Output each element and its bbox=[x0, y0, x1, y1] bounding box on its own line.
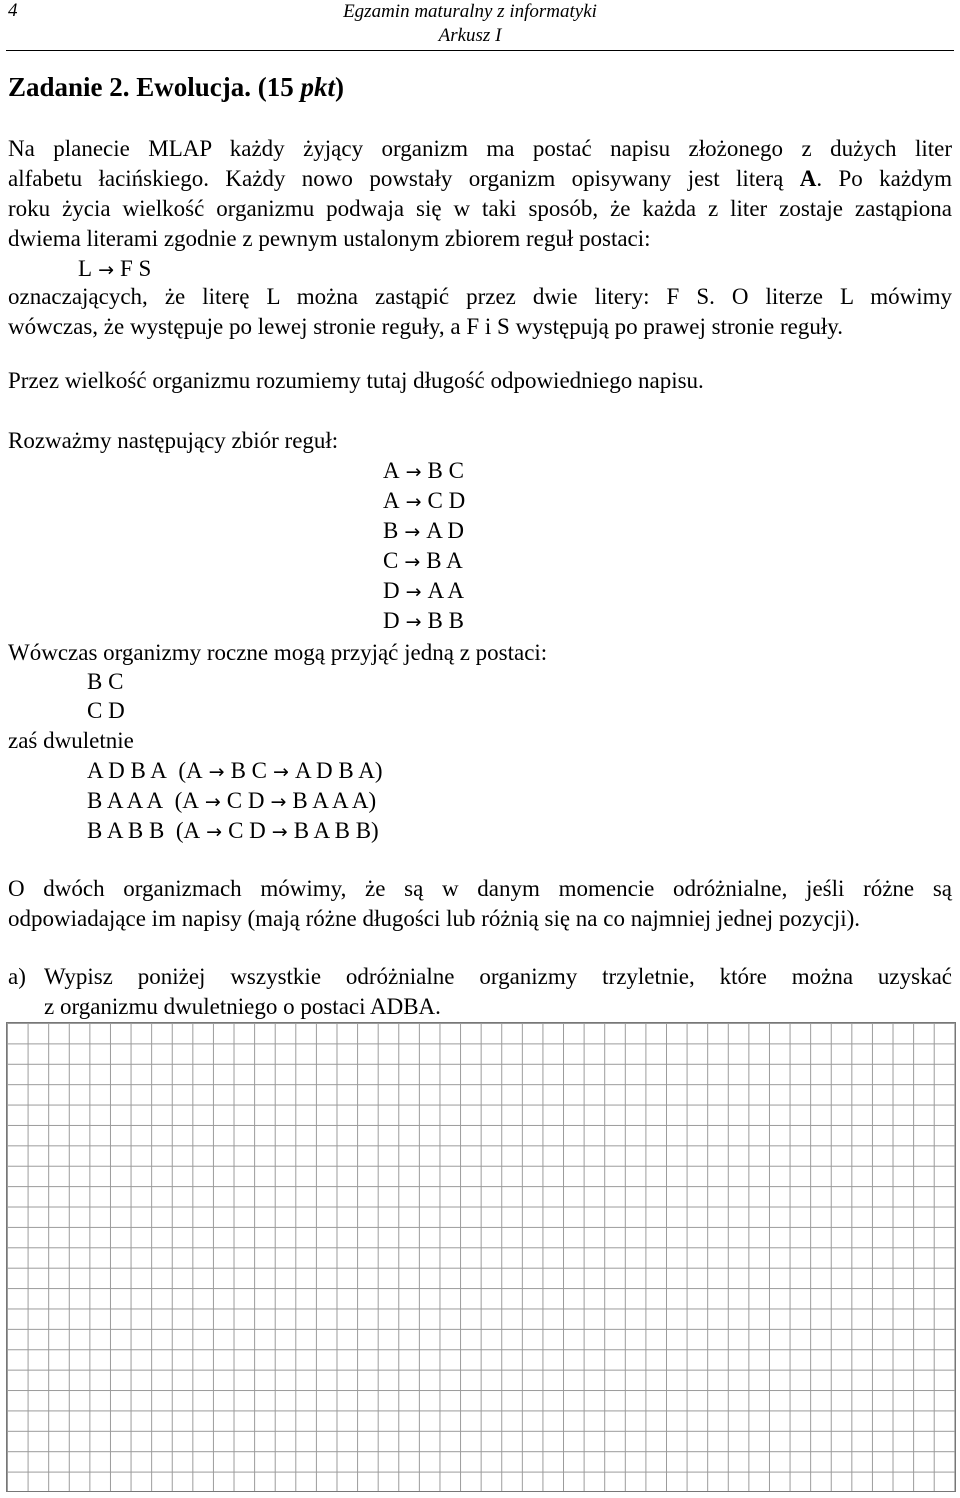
derivation-start: (A bbox=[178, 758, 203, 783]
intro-p2-line-2: wówczas, że występuje po lewej stronie reguły, a F i S występują po prawej stronie reguły. bbox=[8, 314, 844, 339]
two-year-intro: zaś dwuletnie bbox=[8, 728, 134, 753]
two-year-row bbox=[87, 816, 379, 847]
rule-right: B A bbox=[426, 548, 463, 573]
two-year-row bbox=[87, 786, 376, 817]
intro-p2-line-1: oznaczających, że literę L można zastąpić przez dwie litery: F S. O literze L mówimy bbox=[8, 284, 952, 309]
rule-row bbox=[383, 516, 464, 547]
derivation-mid: C D bbox=[226, 788, 265, 813]
distinct-line-2: odpowiadające im napisy (mają różne długości lub różnią się na co najmniej jednej pozycji). bbox=[8, 906, 860, 931]
intro-line-1: Na planecie MLAP każdy żyjący organizm ma postać napisu złożonego z dużych liter bbox=[8, 136, 952, 161]
question-a-line-2: z organizmu dwuletniego o postaci ADBA. bbox=[44, 994, 441, 1019]
distinct-line-1: O dwóch organizmach mówimy, że są w danym momencie odróżnialne, jeśli różne są bbox=[8, 876, 952, 901]
rule-left: C bbox=[383, 548, 399, 573]
rule-row bbox=[383, 606, 464, 637]
two-year-row bbox=[87, 756, 383, 787]
exam-title-line1: Egzamin maturalny z informatyki bbox=[343, 1, 597, 22]
rule-left: D bbox=[383, 608, 400, 633]
derivation-mid: B C bbox=[230, 758, 268, 783]
rule-right: A A bbox=[427, 578, 464, 603]
two-year-result: A D B A bbox=[87, 758, 167, 783]
derivation-end: B A B B) bbox=[293, 818, 379, 843]
rule-left: B bbox=[383, 518, 399, 543]
two-year-result: B A B B bbox=[87, 818, 165, 843]
intro-line-2-text: alfabetu łacińskiego. Każdy nowo powstały organizm opisywany jest literą bbox=[8, 166, 800, 191]
derivation-mid: C D bbox=[228, 818, 266, 843]
yearly-intro: Wówczas organizmy roczne mogą przyjąć jedną z postaci: bbox=[8, 640, 548, 665]
derivation-end: A D B A) bbox=[294, 758, 383, 783]
page-number: 4 bbox=[8, 0, 18, 21]
intro-p3: Przez wielkość organizmu rozumiemy tutaj długość odpowiedniego napisu. bbox=[8, 368, 704, 393]
task-title-text: Zadanie 2. Ewolucja. bbox=[8, 72, 252, 102]
letter-a-bold: A bbox=[799, 166, 817, 191]
rule-row bbox=[383, 576, 464, 607]
task-points: (15 pkt) bbox=[257, 72, 345, 102]
intro-line-3: roku życia wielkość organizmu podwaja się w taki sposób, że każda z liter zostaje zastąpiona bbox=[8, 196, 952, 221]
rule-right: A D bbox=[426, 518, 464, 543]
arrow-icon: → bbox=[270, 791, 287, 813]
task-title bbox=[8, 72, 344, 103]
rule-right: B C bbox=[427, 458, 464, 483]
arrow-icon: → bbox=[405, 611, 422, 633]
arrow-icon: → bbox=[405, 581, 422, 603]
yearly-form: B C bbox=[87, 669, 124, 694]
yearly-form: C D bbox=[87, 698, 125, 723]
rule-row bbox=[383, 546, 463, 577]
rule-example-right: F S bbox=[119, 256, 152, 281]
exam-title-line2: Arkusz I bbox=[438, 25, 502, 46]
rule-left: D bbox=[383, 578, 400, 603]
arrow-icon: → bbox=[273, 761, 289, 783]
intro-p4: Rozważmy następujący zbiór reguł: bbox=[8, 428, 339, 453]
derivation-start: (A bbox=[175, 818, 201, 843]
derivation-end: B A A A) bbox=[292, 788, 377, 813]
exam-title bbox=[320, 0, 620, 48]
intro-line-2-end: . Po każdym bbox=[816, 166, 952, 191]
question-a-label: a) bbox=[8, 964, 26, 989]
arrow-icon: → bbox=[404, 521, 421, 543]
rule-left: A bbox=[383, 488, 400, 513]
two-year-result: B A A A bbox=[87, 788, 164, 813]
arrow-icon: → bbox=[206, 821, 223, 843]
arrow-icon: → bbox=[98, 259, 114, 281]
header-divider bbox=[6, 50, 954, 51]
derivation-start: (A bbox=[174, 788, 199, 813]
question-a-line-1: Wypisz poniżej wszystkie odróżnialne organizmy trzyletnie, które można uzyskać bbox=[44, 964, 952, 989]
arrow-icon: → bbox=[405, 491, 422, 513]
rule-right: C D bbox=[427, 488, 466, 513]
intro-line-4: dwiema literami zgodnie z pewnym ustalonym zbiorem reguł postaci: bbox=[8, 226, 651, 251]
rule-example bbox=[78, 254, 151, 285]
intro-line-2 bbox=[8, 164, 952, 194]
rule-example-left: L bbox=[78, 256, 93, 281]
arrow-icon: → bbox=[404, 551, 421, 573]
rule-right: B B bbox=[427, 608, 464, 633]
arrow-icon: → bbox=[208, 761, 225, 783]
rule-row bbox=[383, 486, 465, 517]
arrow-icon: → bbox=[405, 461, 422, 483]
answer-grid[interactable] bbox=[6, 1022, 956, 1492]
rule-row bbox=[383, 456, 464, 487]
arrow-icon: → bbox=[271, 821, 288, 843]
arrow-icon: → bbox=[204, 791, 221, 813]
rule-left: A bbox=[383, 458, 400, 483]
